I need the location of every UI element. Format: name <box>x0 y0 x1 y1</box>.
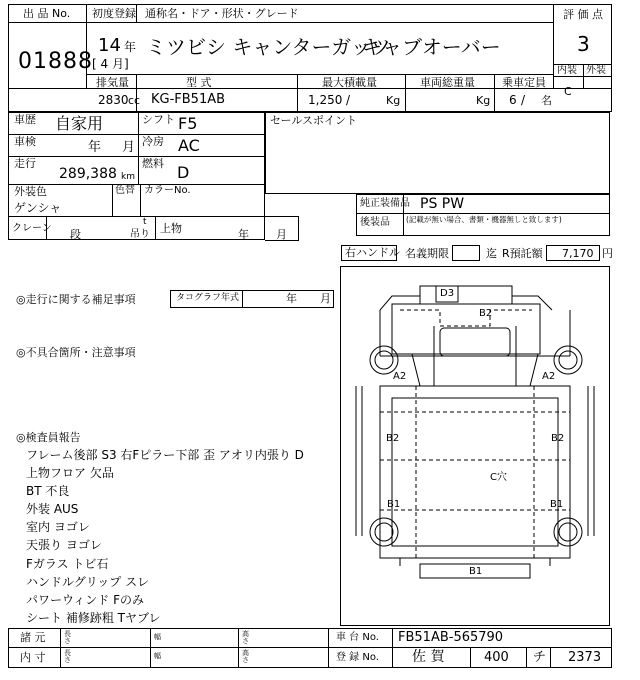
ac: AC <box>178 136 200 155</box>
model-label: 型 式 <box>186 76 212 89</box>
divider <box>86 4 87 88</box>
report-line: 室内 ヨゴレ <box>26 520 90 534</box>
damage-b2-right: B2 <box>551 433 565 444</box>
fuel: D <box>177 163 190 182</box>
displacement: 2830 <box>98 93 129 107</box>
driving-notes-label: ◎走行に関する補足事項 <box>16 293 136 306</box>
reg-area: 佐 賀 <box>412 649 445 665</box>
gross-weight-unit: Kg <box>476 94 491 107</box>
shift-label: シフト <box>142 113 175 126</box>
lot-no-label: 出 品 No. <box>23 7 71 20</box>
width-label: 幅 <box>154 652 161 660</box>
height-label: 高さ <box>242 649 249 665</box>
reg-label: 登 録 No. <box>336 652 379 663</box>
crane-hook: 吊り <box>130 229 150 240</box>
divider <box>298 216 299 240</box>
interior-dims-label: 内 寸 <box>20 651 46 664</box>
score-value: 3 <box>577 32 590 56</box>
damage-d3: D3 <box>440 288 455 299</box>
chassis-no: FB51AB-565790 <box>398 630 504 645</box>
inspection-month: 月 <box>122 140 136 155</box>
tacho-month: 月 <box>320 292 331 305</box>
ext-color: ゲンシャ <box>14 201 62 215</box>
divider <box>150 628 151 668</box>
mileage-unit: km <box>121 172 135 182</box>
score-label: 評 価 点 <box>563 8 603 21</box>
capacity-label: 乗車定員 <box>502 76 546 89</box>
capacity: 6 <box>509 93 517 107</box>
divider <box>265 216 299 217</box>
divider <box>526 647 527 668</box>
report-line: 上物フロア 欠品 <box>26 466 114 480</box>
divider <box>405 74 406 112</box>
aftermarket-label: 後装品 <box>360 217 390 228</box>
width-label: 幅 <box>154 633 161 641</box>
displacement-unit: cc <box>128 94 141 107</box>
recycle-label: R預託額 <box>502 247 543 260</box>
equipment: PS PW <box>420 196 465 212</box>
damage-a2-right: A2 <box>542 371 556 382</box>
displacement-label: 排気量 <box>96 76 129 89</box>
recycle-amount: 7,170 <box>562 247 594 260</box>
interior-score-label: 内装 <box>557 65 577 76</box>
report-line: 天張り ヨゴレ <box>26 538 102 552</box>
hamper: 迄 <box>486 247 497 260</box>
divider <box>297 74 298 112</box>
inspector-report-label: ◎検査員報告 <box>16 431 81 444</box>
lot-no: 01888 <box>18 49 93 74</box>
crane-stage: 段 <box>70 228 81 241</box>
divider <box>138 112 139 184</box>
loaded-label: 上物 <box>160 222 182 235</box>
divider <box>328 628 329 668</box>
divider <box>8 156 265 157</box>
recycle-unit: 円 <box>602 247 613 260</box>
capacity-unit: 名 <box>541 94 552 107</box>
length-label: 長さ <box>64 649 71 665</box>
dims-label: 諸 元 <box>20 631 46 644</box>
divider <box>86 74 553 75</box>
height-label: 高さ <box>242 630 249 646</box>
equipment-label: 純正装備品 <box>360 198 410 209</box>
divider <box>494 74 495 112</box>
report-line: フレーム後部 S3 右Fピラー下部 歪 アオリ内張り D <box>26 448 304 462</box>
first-reg-month: [ 4 月] <box>92 57 129 71</box>
title-label: 名義期限 <box>405 247 449 260</box>
first-reg-year-unit: 年 <box>124 40 137 54</box>
title-box <box>452 245 480 261</box>
max-load-sep: / <box>346 93 351 107</box>
report-line: 外装 AUS <box>26 502 79 516</box>
name-label: 通称名・ドア・形状・グレード <box>145 7 299 20</box>
first-reg-label: 初度登録 <box>92 7 136 20</box>
sales-point-label: セールスポイント <box>270 114 358 127</box>
divider <box>392 628 393 668</box>
report-line: BT 不良 <box>26 484 70 498</box>
rhd-label: 右ハンドル <box>345 246 400 259</box>
report-line: シート 補修跡粗 Tヤブレ <box>26 611 161 625</box>
divider <box>112 184 113 216</box>
car-grade: キャブオーバー <box>362 35 501 59</box>
fuel-label: 燃料 <box>142 157 164 170</box>
aftermarket-note: (記載が無い場合、書類・機器無しと致します) <box>406 215 562 224</box>
mileage: 289,388 <box>59 166 117 182</box>
reg-number: 2373 <box>568 650 602 665</box>
divider <box>265 240 299 241</box>
damage-b1-bottom: B1 <box>469 566 483 577</box>
crane-ton-unit: t <box>143 217 147 227</box>
ext-color-label: 外装色 <box>14 185 47 198</box>
damage-a2-left: A2 <box>393 371 407 382</box>
model: KG-FB51AB <box>151 92 226 107</box>
divider <box>238 628 239 668</box>
report-line: Fガラス トビ石 <box>26 557 109 571</box>
divider <box>553 76 612 77</box>
divider <box>242 290 243 308</box>
tacho-label: タコグラフ年式 <box>176 293 240 303</box>
gross-weight-label: 車両総重量 <box>420 76 475 89</box>
inspection-year: 年 <box>88 140 102 155</box>
crane-label: クレーン <box>12 223 52 234</box>
mileage-label: 走行 <box>14 157 36 170</box>
interior-score: C <box>564 85 572 98</box>
chassis-label: 車 台 No. <box>336 632 379 643</box>
divider <box>356 213 610 214</box>
max-load: 1,250 <box>308 93 343 107</box>
divider <box>550 647 551 668</box>
divider <box>8 134 265 135</box>
damage-c-hole: C穴 <box>490 472 507 483</box>
damage-b2-top: B2 <box>479 308 493 319</box>
divider <box>140 184 141 216</box>
inspection-label: 車検 <box>14 135 36 148</box>
damage-b1-left: B1 <box>387 499 401 510</box>
divider <box>470 647 471 668</box>
divider <box>60 628 61 668</box>
history-label: 車歴 <box>14 113 36 126</box>
length-label: 長さ <box>64 630 71 646</box>
report-line: パワーウィンド Fのみ <box>26 593 144 607</box>
reg-class: 400 <box>484 650 509 665</box>
color-no-label: 色替 <box>115 185 135 196</box>
damage-b2-left: B2 <box>386 433 400 444</box>
exterior-score-label: 外装 <box>586 65 606 76</box>
divider <box>8 647 612 648</box>
ac-label: 冷房 <box>142 135 164 148</box>
damage-b1-right: B1 <box>550 499 564 510</box>
loaded-year: 年 <box>238 228 249 241</box>
footer-frame <box>8 628 612 668</box>
max-load-label: 最大積載量 <box>322 76 377 89</box>
car-name: ミツビシ キャンターガッツ <box>146 35 391 59</box>
report-line: ハンドルグリップ スレ <box>26 575 150 589</box>
shift: F5 <box>178 114 198 133</box>
capacity-sep: / <box>521 93 526 107</box>
defects-label: ◎不具合箇所・注意事項 <box>16 346 136 359</box>
divider <box>155 216 156 240</box>
max-load-unit: Kg <box>386 94 401 107</box>
divider <box>8 22 553 23</box>
loaded-month: 月 <box>276 228 287 241</box>
first-reg-year: 14 <box>98 35 121 56</box>
history: 自家用 <box>55 114 104 133</box>
color-code-label: カラーNo. <box>144 185 191 196</box>
reg-kana: チ <box>533 650 547 665</box>
divider <box>136 4 137 22</box>
tacho-year: 年 <box>286 292 297 305</box>
